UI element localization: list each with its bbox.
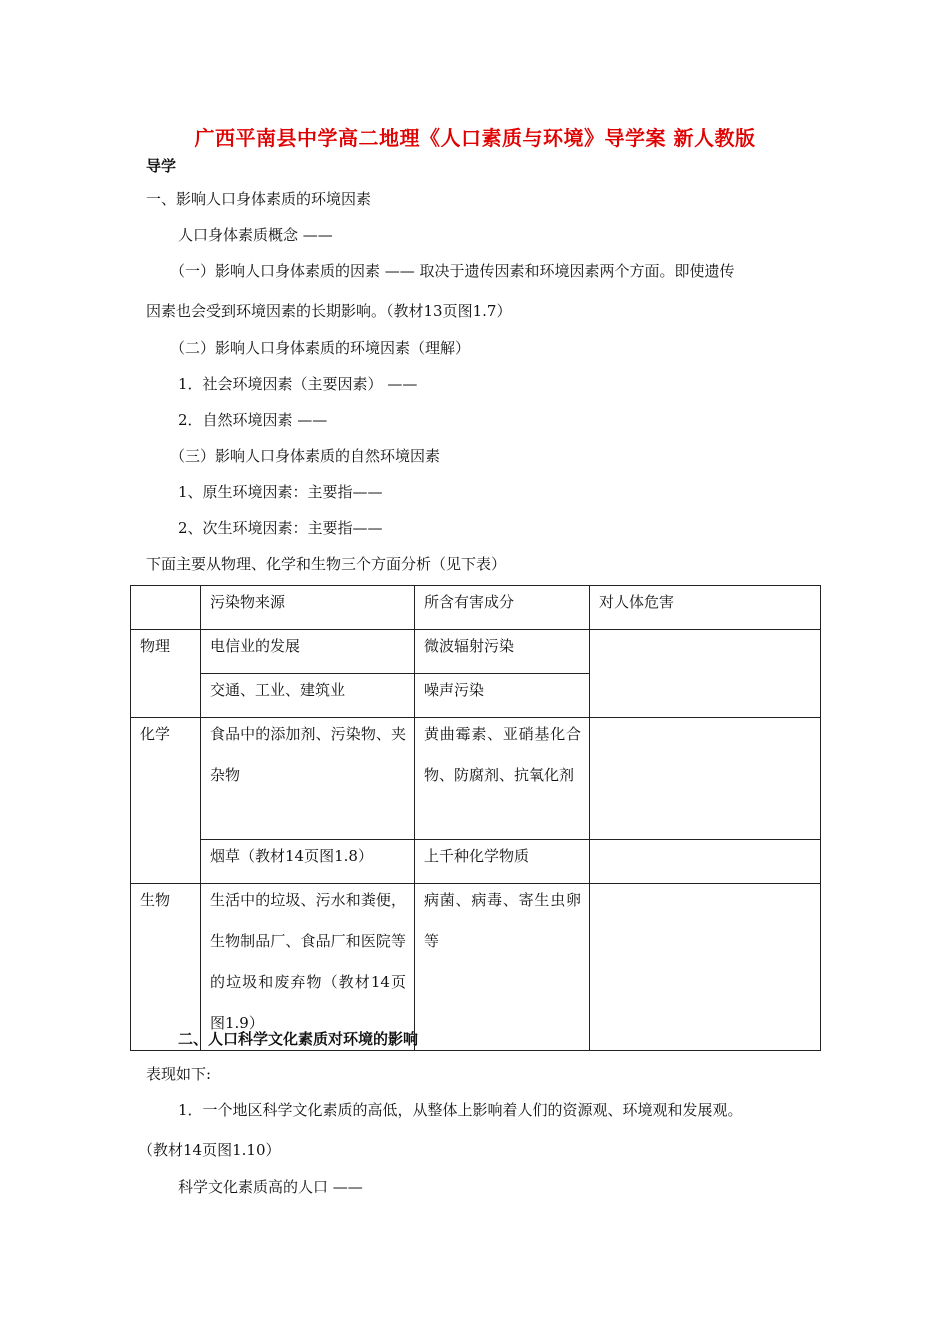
item1-line1: （一）影响人口身体素质的因素 —— 取决于遗传因素和环境因素两个方面。即使遗传 — [170, 262, 735, 280]
harm-cell — [590, 884, 821, 1051]
section1-title: 一、影响人口身体素质的环境因素 — [146, 190, 372, 208]
header-source: 污染物来源 — [201, 586, 415, 630]
component-cell: 上千种化学物质 — [415, 840, 590, 884]
item3-2: 2、次生环境因素：主要指—— — [178, 519, 383, 537]
section2-title: 二、人口科学文化素质对环境的影响 — [178, 1030, 419, 1048]
harm-cell — [590, 840, 821, 884]
section2-item1-line2: （教材14页图1.10） — [138, 1141, 281, 1159]
section2-last-line: 科学文化素质高的人口 —— — [178, 1178, 363, 1196]
header-component: 所含有害成分 — [415, 586, 590, 630]
pollution-table — [130, 585, 821, 1051]
table-row — [131, 840, 821, 884]
source-cell: 食品中的添加剂、污染物、夹杂物 — [201, 718, 415, 840]
category-physics: 物理 — [131, 630, 201, 718]
header-harm: 对人体危害 — [590, 586, 821, 630]
source-cell: 烟草（教材14页图1.8） — [201, 840, 415, 884]
guide-heading: 导学 — [146, 157, 177, 175]
item2-heading: （二）影响人口身体素质的环境因素（理解） — [170, 339, 471, 357]
item2-1: 1．社会环境因素（主要因素） —— — [178, 375, 418, 393]
component-cell: 噪声污染 — [415, 674, 590, 718]
table-intro: 下面主要从物理、化学和生物三个方面分析（见下表） — [146, 555, 507, 573]
section2-item1-line1: 1．一个地区科学文化素质的高低，从整体上影响着人们的资源观、环境观和发展观。 — [178, 1101, 743, 1119]
table-row — [131, 718, 821, 840]
source-cell: 生活中的垃圾、污水和粪便，生物制品厂、食品厂和医院等的垃圾和废弃物（教材14页图1.9） — [201, 884, 415, 1051]
component-cell: 微波辐射污染 — [415, 630, 590, 674]
item1-line2: 因素也会受到环境因素的长期影响。（教材13页图1.7） — [146, 302, 512, 320]
harm-cell — [590, 718, 821, 840]
section2-intro: 表现如下: — [146, 1065, 212, 1083]
source-cell: 电信业的发展 — [201, 630, 415, 674]
table-header-row — [131, 586, 821, 630]
item3-heading: （三）影响人口身体素质的自然环境因素 — [170, 447, 441, 465]
concept-line: 人口身体素质概念 —— — [178, 226, 333, 244]
table-row — [131, 884, 821, 1051]
component-cell: 黄曲霉素、亚硝基化合物、防腐剂、抗氧化剂 — [415, 718, 590, 840]
component-cell: 病菌、病毒、寄生虫卵等 — [415, 884, 590, 1051]
item3-1: 1、原生环境因素：主要指—— — [178, 483, 383, 501]
document-title: 广西平南县中学高二地理《人口素质与环境》导学案 新人教版 — [194, 126, 756, 150]
item2-2: 2．自然环境因素 —— — [178, 411, 328, 429]
source-cell: 交通、工业、建筑业 — [201, 674, 415, 718]
harm-cell — [590, 630, 821, 718]
header-empty — [131, 586, 201, 630]
category-biology: 生物 — [131, 884, 201, 1051]
table-row — [131, 630, 821, 674]
category-chemistry: 化学 — [131, 718, 201, 884]
